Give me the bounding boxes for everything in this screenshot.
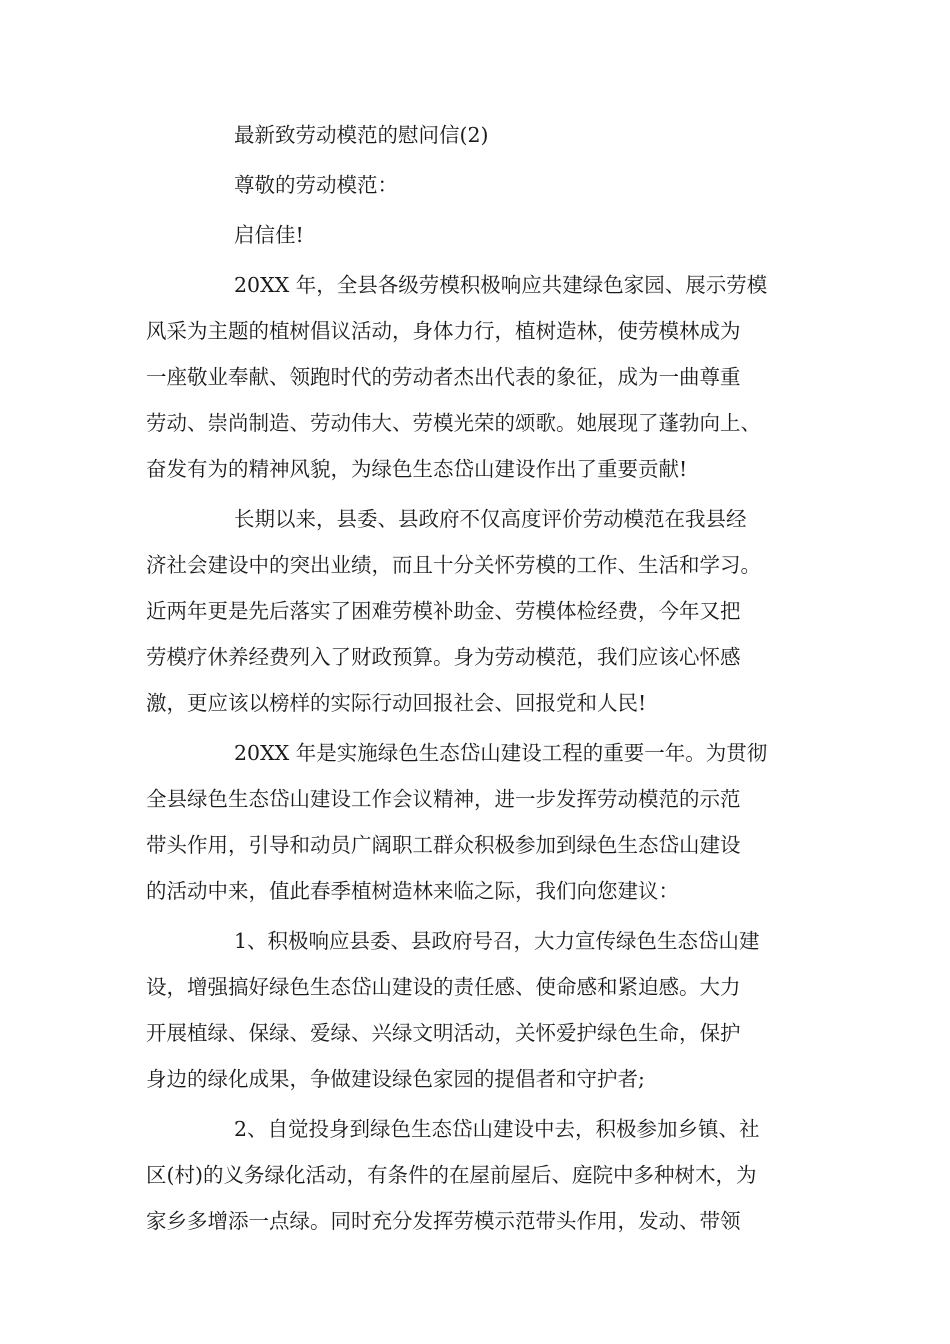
paragraph-line: 济社会建设中的突出业绩，而且十分关怀劳模的工作、生活和学习。 (146, 553, 761, 577)
paragraph-line: 一座敬业奉献、领跑时代的劳动者杰出代表的象征，成为一曲尊重 (146, 365, 741, 389)
paragraph-line: 的活动中来，值此春季植树造林来临之际，我们向您建议： (146, 879, 679, 903)
paragraph-line: 开展植绿、保绿、爱绿、兴绿文明活动，关怀爱护绿色生命，保护 (146, 1021, 741, 1045)
paragraph-line: 激，更应该以榜样的实际行动回报社会、回报党和人民! (146, 691, 647, 715)
paragraph (146, 918, 814, 1102)
paragraph-line: 带头作用，引导和动员广阔职工群众积极参加到绿色生态岱山建设 (146, 833, 741, 857)
paragraph (146, 262, 814, 492)
paragraph-line: 家乡多增添一点绿。同时充分发挥劳模示范带头作用，发动、带领 (146, 1209, 741, 1233)
paragraph-line: 20XX 年，全县各级劳模积极响应共建绿色家园、展示劳模 (234, 273, 768, 297)
paragraph-line: 劳动、崇尚制造、劳动伟大、劳模光荣的颂歌。她展现了蓬勃向上、 (146, 411, 761, 435)
paragraph-line: 长期以来，县委、县政府不仅高度评价劳动模范在我县经 (234, 507, 747, 531)
paragraph-line: 近两年更是先后落实了困难劳模补助金、劳模体检经费，今年又把 (146, 599, 741, 623)
greeting: 启信佳! (234, 223, 304, 247)
salutation: 尊敬的劳动模范： (234, 173, 398, 197)
paragraph-line: 身边的绿化成果，争做建设绿色家园的提倡者和守护者; (146, 1067, 645, 1091)
paragraph (146, 496, 814, 726)
paragraph-line: 奋发有为的精神风貌，为绿色生态岱山建设作出了重要贡献! (146, 457, 688, 481)
paragraph-line: 设，增强搞好绿色生态岱山建设的责任感、使命感和紧迫感。大力 (146, 975, 741, 999)
paragraph (146, 1106, 814, 1244)
document-body (146, 112, 814, 1248)
paragraph-line: 全县绿色生态岱山建设工作会议精神，进一步发挥劳动模范的示范 (146, 787, 741, 811)
paragraph-line: 20XX 年是实施绿色生态岱山建设工程的重要一年。为贯彻 (234, 741, 768, 765)
document-title: 最新致劳动模范的慰问信(2) (234, 123, 489, 147)
paragraph-line: 区(村)的义务绿化活动，有条件的在屋前屋后、庭院中多种树木，为 (146, 1163, 757, 1187)
paragraph (146, 730, 814, 914)
paragraph-line: 1、积极响应县委、县政府号召，大力宣传绿色生态岱山建 (234, 929, 760, 953)
paragraph-line: 劳模疗休养经费列入了财政预算。身为劳动模范，我们应该心怀感 (146, 645, 741, 669)
paragraph-list (146, 262, 814, 1244)
paragraph-line: 风采为主题的植树倡议活动，身体力行，植树造林，使劳模林成为 (146, 319, 741, 343)
paragraph-line: 2、自觉投身到绿色生态岱山建设中去，积极参加乡镇、社 (234, 1117, 760, 1141)
